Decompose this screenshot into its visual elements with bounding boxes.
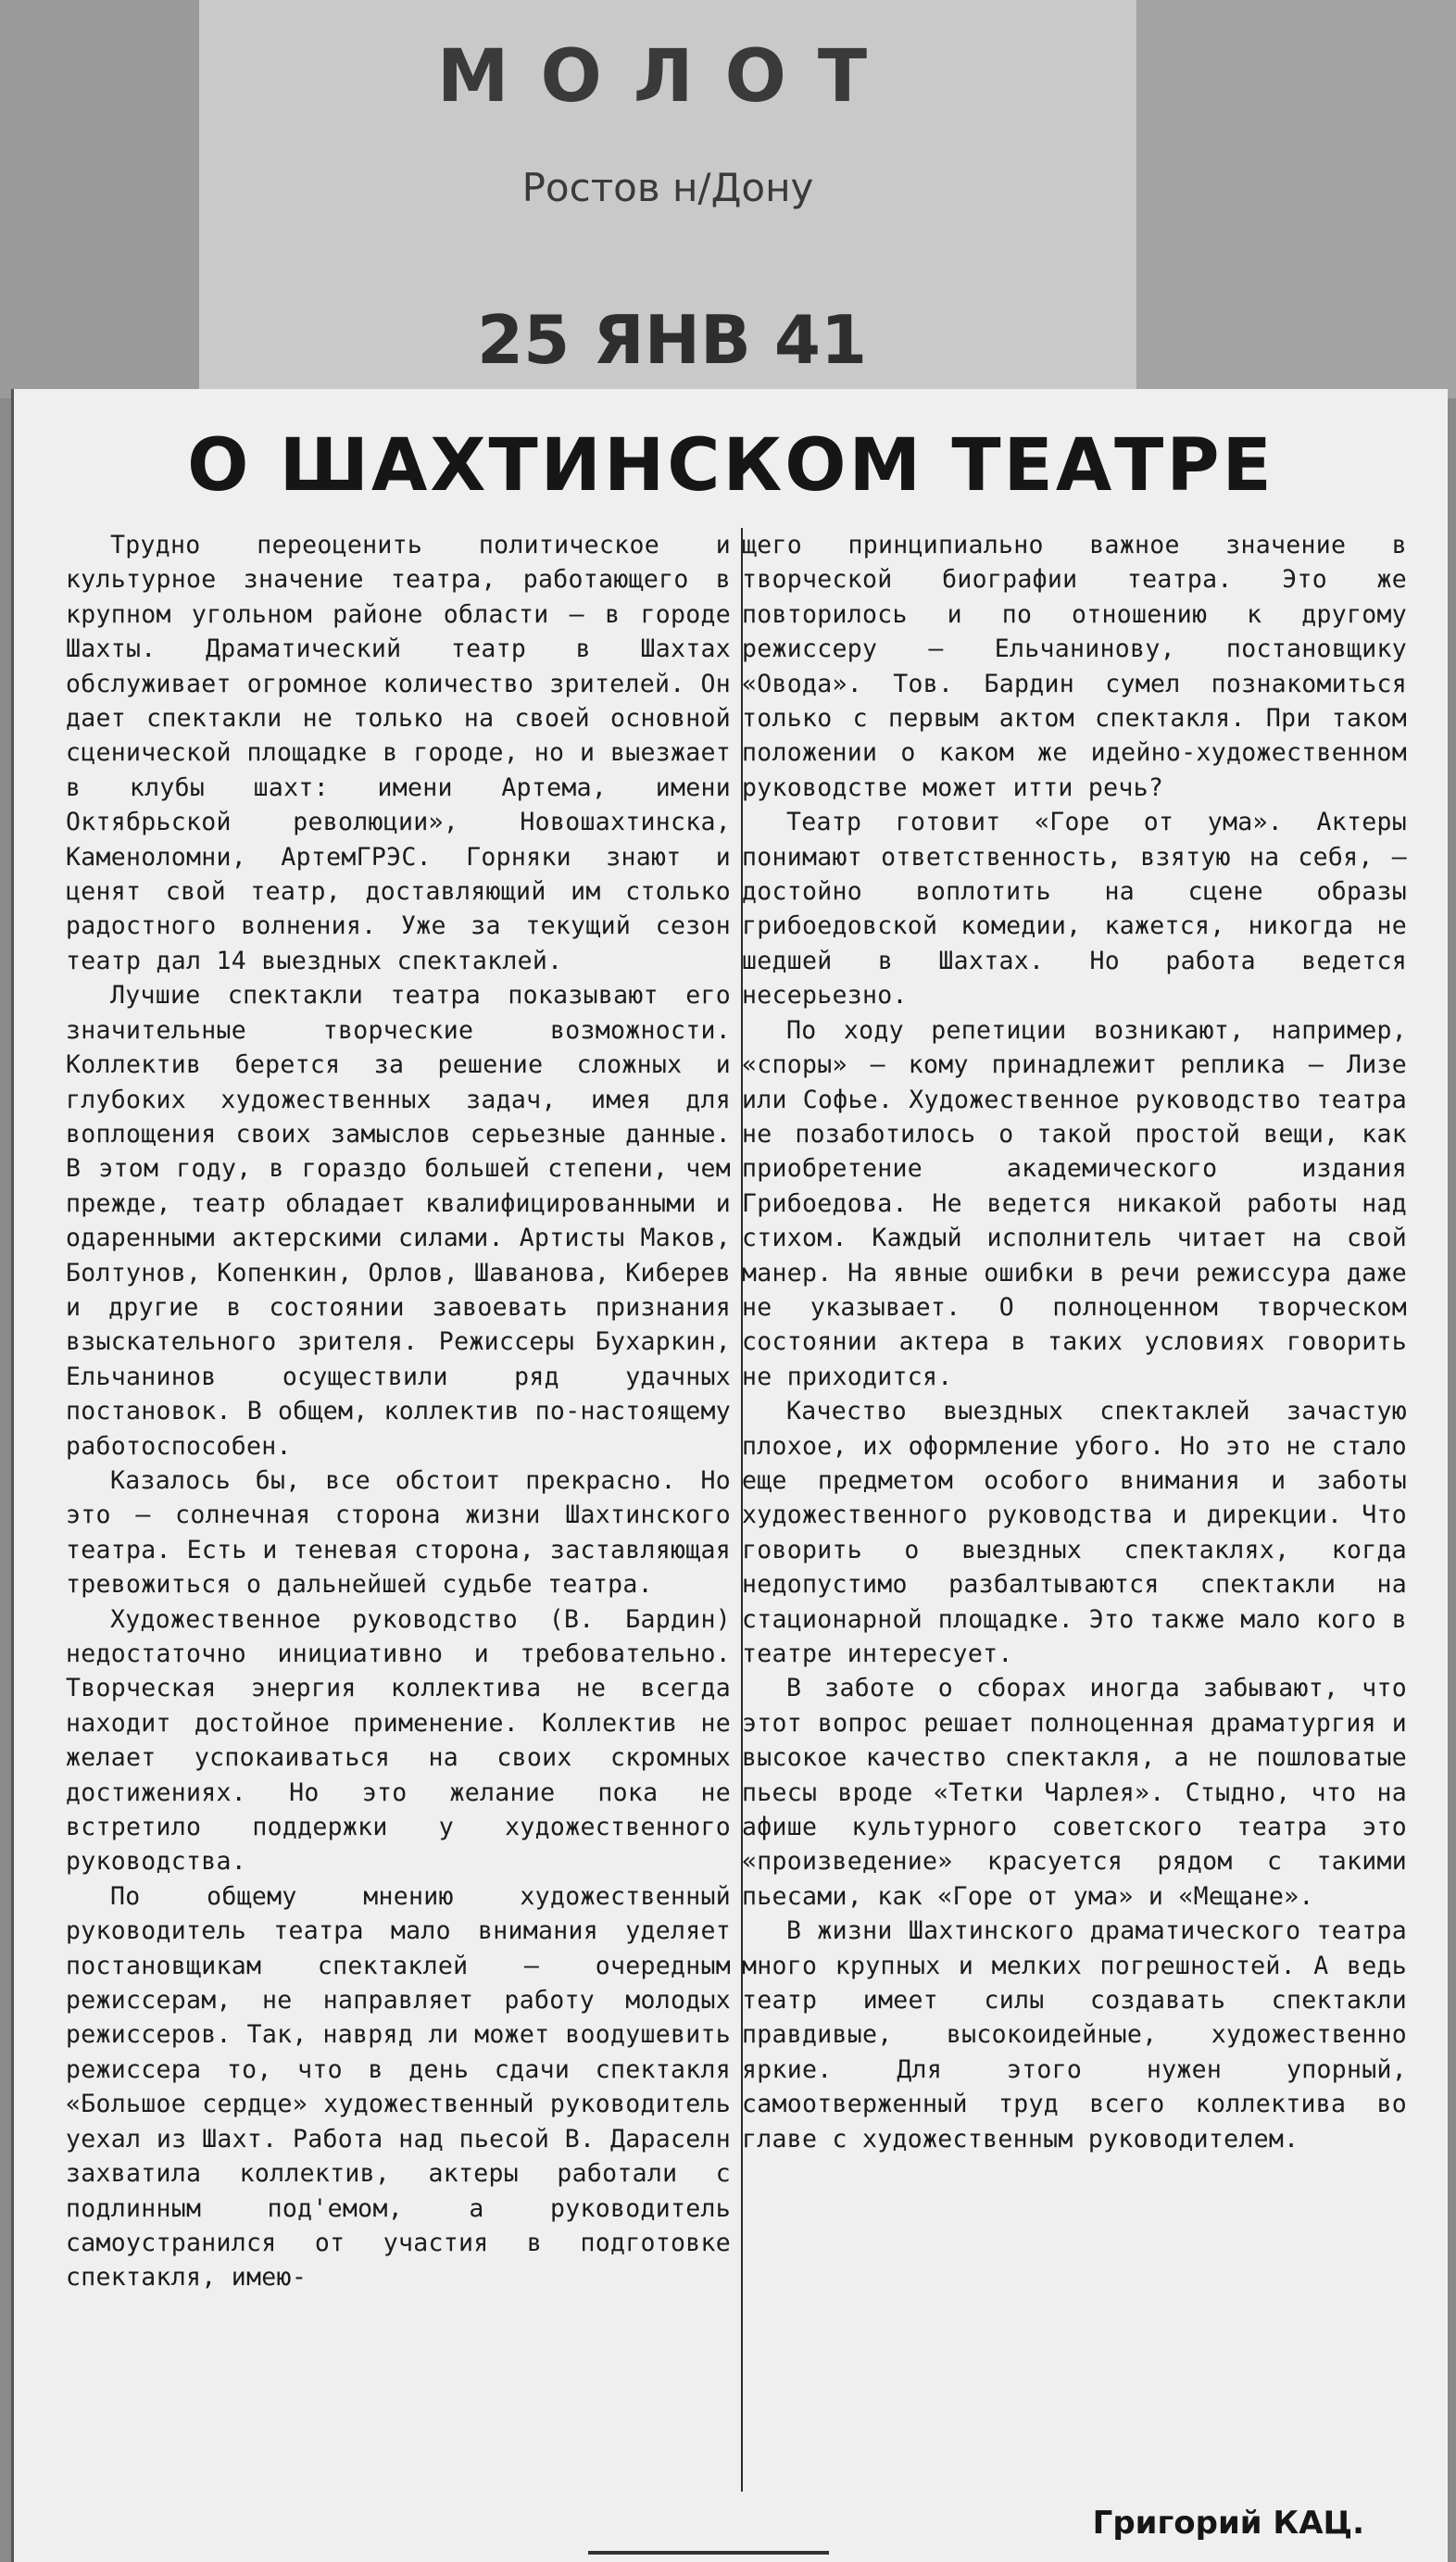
backdrop-left (0, 0, 199, 398)
article-title: О ШАХТИНСКОМ ТЕАТРЕ (187, 424, 1274, 508)
newspaper-clipping (11, 389, 1448, 2562)
paragraph: По общему мнению художественный руководитель театра мало внимания уделяет постановщикам спектаклей — очередным режиссерам, не направляет работу молодых режиссеров. Так, навряд ли может воодушевить режиссера то, что в день сдачи спектакля «Большое сердце» художественный руководитель уехал из Шахт. Работа над пьесой В. Дараселн захватила коллектив, актеры работали с подлинным под'емом, а руководитель самоустранился от участия в подготовке спектакля, имею- (66, 1881, 731, 2292)
paragraph: щего принципиально важное значение в творческой биографии театра. Это же повторилось и по отношению к другому режиссеру — Ельчанинову, постановщику «Овода». Тов. Бардин сумел познакомиться только с первым актом спектакля. При таком положении о каком же идейно-художественном руководстве может итти речь? (742, 531, 1407, 802)
paragraph: В жизни Шахтинского драматического театра много крупных и мелких погрешностей. А ведь театр имеет силы создавать спектакли правдивые, высокоидейные, художественно яркие. Для этого нужен упорный, самоотверженный труд всего коллектива во главе с художественным руководителем. (742, 1916, 1407, 2154)
paragraph: Казалось бы, все обстоит прекрасно. Но это — солнечная сторона жизни Шахтинского театра. Есть и теневая сторона, заставляющая тревожиться о дальнейшей судьбе театра. (66, 1465, 731, 1600)
stamp-city: Ростов н/Дону (521, 165, 814, 210)
paragraph: В заботе о сборах иногда забывают, что этот вопрос решает полноценная драматургия и высокое качество спектакля, а не пошловатые пьесы вроде «Тетки Чарлея». Стыдно, что на афише культурного советского театра это «произведение» красуется рядом с такими пьесами, как «Горе от ума» и «Мещане». (742, 1674, 1407, 1911)
paragraph: Качество выездных спектаклей зачастую плохое, их оформление убого. Но это не стало еще предметом особого внимания и заботы художественного руководства и дирекции. Что говорить о выездных спектаклях, когда недопустимо разбалтываются спектакли на стационарной площадке. Это также мало кого в театре интересует. (742, 1397, 1407, 1668)
stamp-date: 25 ЯНВ 41 (477, 301, 868, 379)
article-column-left (66, 528, 731, 2295)
bottom-rule (588, 2551, 829, 2555)
article-column-right (742, 528, 1407, 2156)
article-author: Григорий КАЦ. (1092, 2505, 1364, 2542)
paragraph: По ходу репетиции возникают, например, «споры» — кому принадлежит реплика — Лизе или Софье. Художественное руководство театра не позаботилось о такой простой вещи, как приобретение академического издания Грибоедова. Не ведется никакой работы над стихом. Каждый исполнитель читает на свой манер. На явные ошибки в речи режиссура даже не указывает. О полноценном творческом состоянии актера в таких условиях говорить не приходится. (742, 1015, 1407, 1391)
backdrop-right (1136, 0, 1456, 398)
paragraph: Трудно переоценить политическое и культурное значение театра, работающего в крупном угольном районе области — в городе Шахты. Драматический театр в Шахтах обслуживает огромное количество зрителей. Он дает спектакли не только на своей основной сценической площадке в городе, но и выезжает в клубы шахт: имени Артема, имени Октябрьской революции», Новошахтинска, Каменоломни, АртемГРЭС. Горняки знают и ценят свой театр, доставляющий им столько радостного волнения. Уже за текущий сезон театр дал 14 выездных спектаклей. (66, 531, 731, 975)
paragraph: Театр готовит «Горе от ума». Актеры понимают ответственность, взятую на себя, — достойно воплотить на сцене образы грибоедовской комедии, кажется, никогда не шедшей в Шахтах. Но работа ведется несерьезно. (742, 808, 1407, 1011)
stamp-newspaper-name: МОЛОТ (436, 35, 899, 119)
paragraph: Лучшие спектакли театра показывают его значительные творческие возможности. Коллектив берется за решение сложных и глубоких художественных задач, имея для воплощения своих замыслов серьезные данные. В этом году, в гораздо большей степени, чем прежде, театр обладает квалифицированными и одаренными актерскими силами. Артисты Маков, Болтунов, Копенкин, Орлов, Шаванова, Киберев и другие в состоянии завоевать признания взыскательного зрителя. Режиссеры Бухаркин, Ельчанинов осуществили ряд удачных постановок. В общем, коллектив по-настоящему работоспособен. (66, 981, 731, 1461)
paragraph: Художественное руководство (В. Бардин) недостаточно инициативно и требовательно. Творческая энергия коллектива не всегда находит достойное применение. Коллектив не желает успокаиваться на своих скромных достижениях. Но это желание пока не встретило поддержки у художественного руководства. (66, 1604, 731, 1877)
archive-stamp-card (199, 0, 1136, 398)
